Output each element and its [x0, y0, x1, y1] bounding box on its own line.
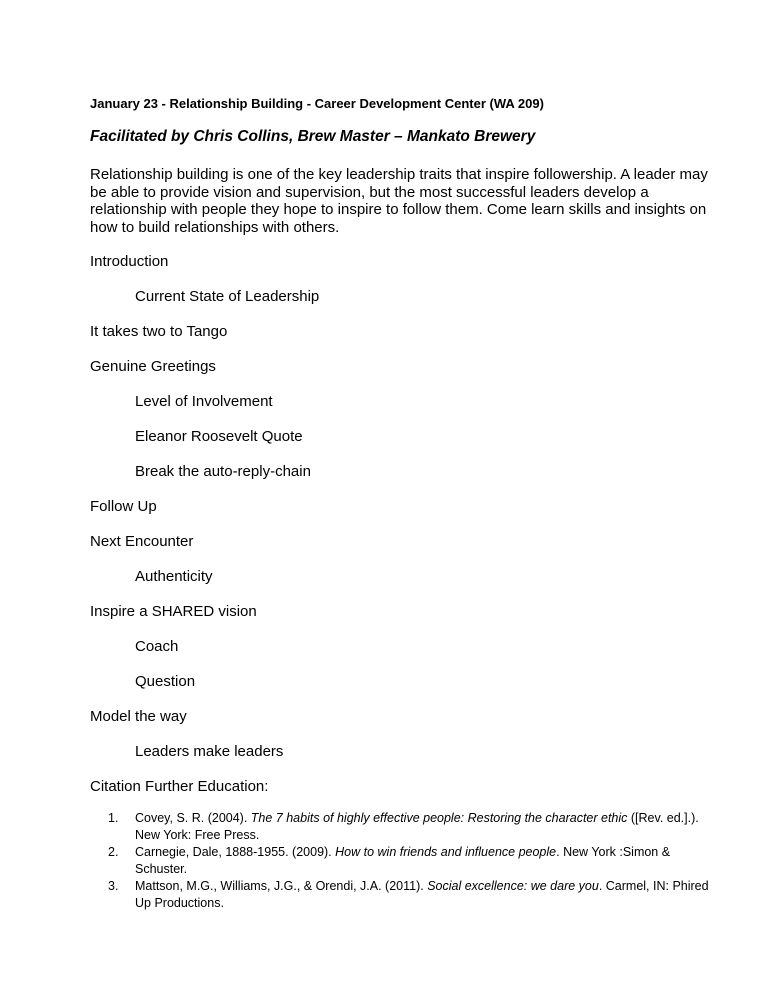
citation-suffix: ([Rev. ed.].). New York: Free Press.	[135, 811, 699, 842]
citation-suffix: . New York :Simon & Schuster.	[135, 845, 671, 876]
citation-item	[90, 878, 710, 912]
outline-item-inspire-a-shared-vision: Inspire a SHARED vision	[90, 603, 257, 620]
outline-item-authenticity: Authenticity	[135, 568, 213, 585]
citation-title: Social excellence: we dare you	[427, 879, 599, 893]
outline-item-break-the-auto-reply-chain: Break the auto-reply-chain	[135, 463, 311, 480]
citation-prefix: Mattson, M.G., Williams, J.G., & Orendi, J.A. (2011).	[135, 879, 428, 893]
outline-item-introduction: Introduction	[90, 253, 169, 270]
citation-title: How to win friends and influence people	[335, 845, 557, 859]
outline-item-next-encounter: Next Encounter	[90, 533, 194, 550]
outline-item-coach: Coach	[135, 638, 179, 655]
citation-text	[135, 810, 710, 844]
citation-prefix: Carnegie, Dale, 1888-1955. (2009).	[135, 845, 336, 859]
citation-prefix: Covey, S. R. (2004).	[135, 811, 251, 825]
outline-item-leaders-make-leaders: Leaders make leaders	[135, 743, 284, 760]
citation-text	[135, 844, 710, 878]
description-paragraph: Relationship building is one of the key leadership traits that inspire followership. A leader may be able to provide vision and supervision, but the most successful leaders develop a relationship with people they hope to inspire to follow them. Come learn skills and insights on how to build relationships with others.	[90, 166, 708, 236]
citation-item	[90, 844, 710, 878]
document-content	[90, 96, 710, 912]
outline-item-genuine-greetings: Genuine Greetings	[90, 358, 216, 375]
document-header-title: January 23 - Relationship Building - Career Development Center (WA 209)	[90, 96, 544, 111]
outline-item-model-the-way: Model the way	[90, 708, 187, 725]
citation-number: 3.	[108, 879, 119, 893]
outline-item-follow-up: Follow Up	[90, 498, 157, 515]
outline-item-level-of-involvement: Level of Involvement	[135, 393, 273, 410]
citation-number: 1.	[108, 811, 119, 825]
outline-item-it-takes-two-to-tango: It takes two to Tango	[90, 323, 228, 340]
citation-list	[90, 810, 710, 912]
citation-number: 2.	[108, 845, 119, 859]
citation-title: The 7 habits of highly effective people: Restoring the character ethic	[250, 811, 628, 825]
citation-item	[90, 810, 710, 844]
outline-item-current-state-of-leadership: Current State of Leadership	[135, 288, 320, 305]
facilitator-line: Facilitated by Chris Collins, Brew Master – Mankato Brewery	[90, 128, 536, 145]
outline-item-eleanor-roosevelt-quote: Eleanor Roosevelt Quote	[135, 428, 303, 445]
citation-text	[135, 878, 710, 912]
outline-item-question: Question	[135, 673, 196, 690]
citations-heading: Citation Further Education:	[90, 778, 269, 795]
citation-suffix: . Carmel, IN: Phired Up Productions.	[135, 879, 709, 910]
